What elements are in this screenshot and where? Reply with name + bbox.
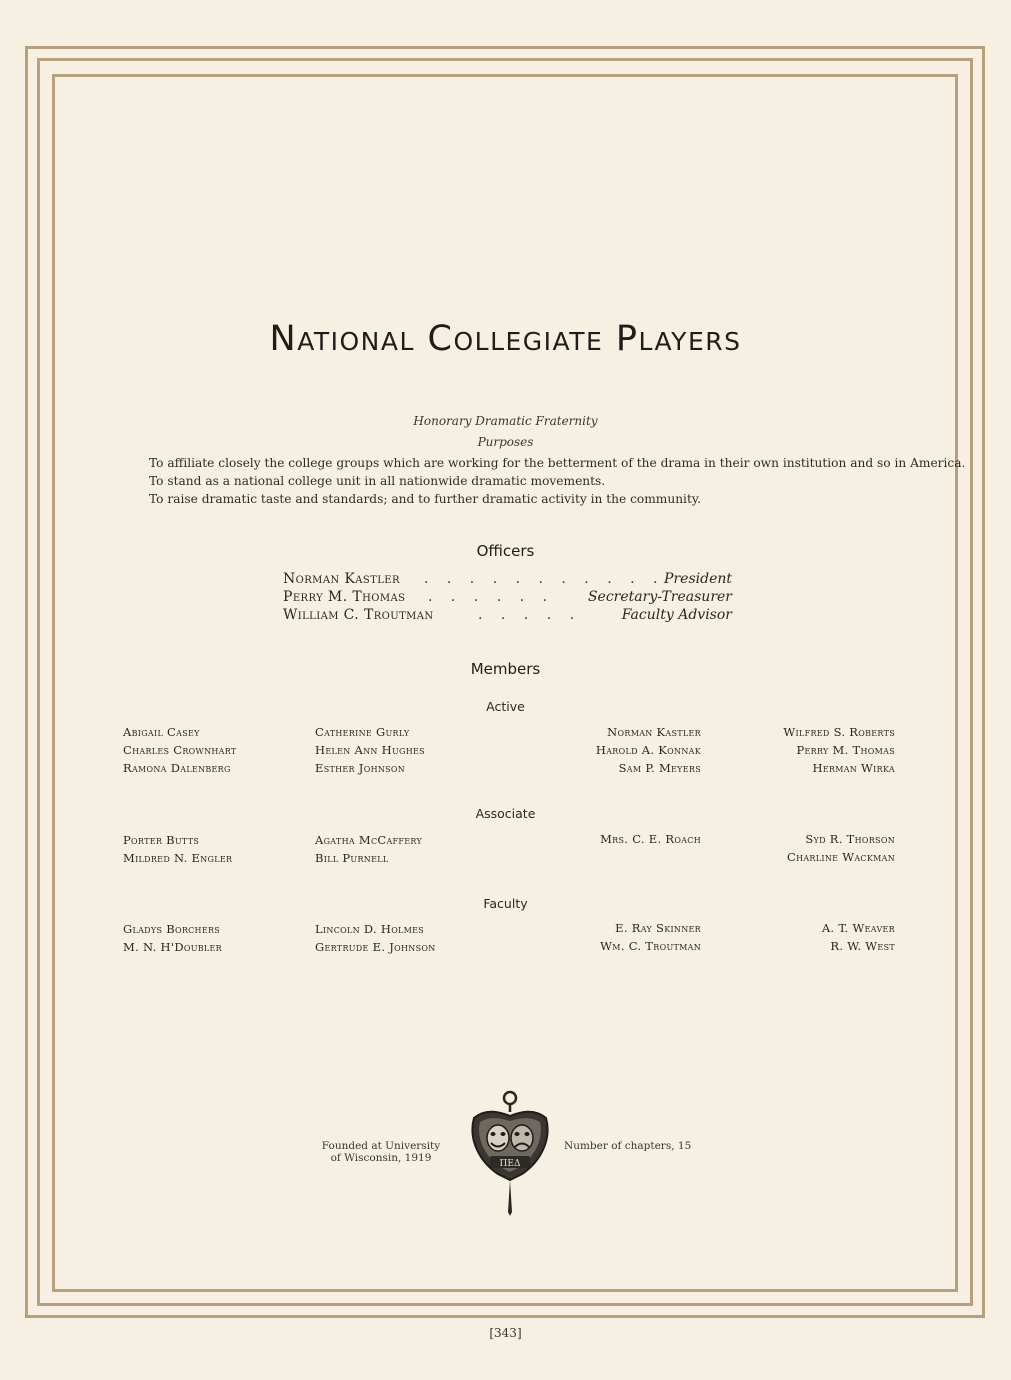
subtitle: Honorary Dramatic Fraternity bbox=[413, 414, 598, 428]
member-name: Perry M. Thomas bbox=[796, 743, 895, 757]
member-name: Syd R. Thorson bbox=[805, 832, 895, 846]
leader-dots: . . . . . . . . . . . bbox=[424, 571, 665, 587]
founded-note bbox=[306, 1140, 456, 1164]
member-name: Harold A. Konnak bbox=[595, 743, 701, 757]
purpose-line: To stand as a national college unit in all nationwide dramatic movements. bbox=[149, 474, 606, 488]
member-name: Wilfred S. Roberts bbox=[783, 725, 895, 739]
founded-line: Founded at University bbox=[321, 1140, 441, 1152]
member-name: Norman Kastler bbox=[607, 725, 701, 739]
purpose-line: To affiliate closely the college groups which are working for the betterment of the drama in their own institution and so in America. bbox=[149, 456, 966, 470]
member-name: Charline Wackman bbox=[786, 850, 895, 864]
member-name: Charles Crownhart bbox=[123, 743, 237, 757]
member-name: Gertrude E. Johnson bbox=[315, 940, 436, 954]
officers-heading: Officers bbox=[476, 542, 535, 560]
member-name: Esther Johnson bbox=[315, 761, 406, 775]
officer-role: Faculty Advisor bbox=[621, 607, 732, 623]
member-name: M. N. H'Doubler bbox=[123, 940, 222, 954]
member-name: Porter Butts bbox=[123, 833, 200, 847]
chapters-note: Number of chapters, 15 bbox=[564, 1140, 692, 1152]
associate-heading: Associate bbox=[475, 806, 536, 821]
member-name: Agatha McCaffery bbox=[315, 833, 423, 847]
faculty-heading: Faculty bbox=[483, 896, 528, 911]
member-name: Mildred N. Engler bbox=[123, 851, 233, 865]
founded-line: of Wisconsin, 1919 bbox=[330, 1152, 432, 1164]
member-name: Helen Ann Hughes bbox=[315, 743, 425, 757]
member-name: Bill Purnell bbox=[315, 851, 389, 865]
pin-letters: ΠΕΔ bbox=[499, 1159, 521, 1169]
member-name: E. Ray Skinner bbox=[615, 921, 701, 935]
comedy-tragedy-masks-icon bbox=[466, 1088, 554, 1218]
member-name: Catherine Gurly bbox=[315, 725, 410, 739]
active-heading: Active bbox=[486, 699, 525, 714]
members-heading: Members bbox=[470, 660, 541, 678]
officer-name: Perry M. Thomas bbox=[283, 589, 406, 605]
officer-name: Norman Kastler bbox=[283, 571, 400, 587]
member-name: Mrs. C. E. Roach bbox=[600, 832, 701, 846]
page-title: National Collegiate Players bbox=[269, 319, 742, 360]
member-name: R. W. West bbox=[830, 939, 895, 953]
officer-role: President bbox=[664, 571, 732, 587]
fraternity-pin bbox=[466, 1088, 554, 1222]
purpose-line: To raise dramatic taste and standards; and to further dramatic activity in the community. bbox=[149, 492, 701, 506]
member-name: Sam P. Meyers bbox=[618, 761, 701, 775]
member-name: Gladys Borchers bbox=[123, 922, 221, 936]
leader-dots: . . . . . . bbox=[428, 589, 554, 605]
member-name: Lincoln D. Holmes bbox=[315, 922, 425, 936]
member-name: A. T. Weaver bbox=[821, 921, 895, 935]
officer-name: William C. Troutman bbox=[283, 607, 434, 623]
member-name: Abigail Casey bbox=[123, 725, 200, 739]
officer-role: Secretary-Treasurer bbox=[587, 589, 732, 605]
leader-dots: . . . . . bbox=[478, 607, 582, 623]
member-name: Ramona Dalenberg bbox=[123, 761, 231, 775]
purposes-heading: Purposes bbox=[477, 435, 534, 449]
page-number: [343] bbox=[489, 1326, 522, 1340]
member-name: Herman Wirka bbox=[812, 761, 895, 775]
member-name: Wm. C. Troutman bbox=[600, 939, 701, 953]
